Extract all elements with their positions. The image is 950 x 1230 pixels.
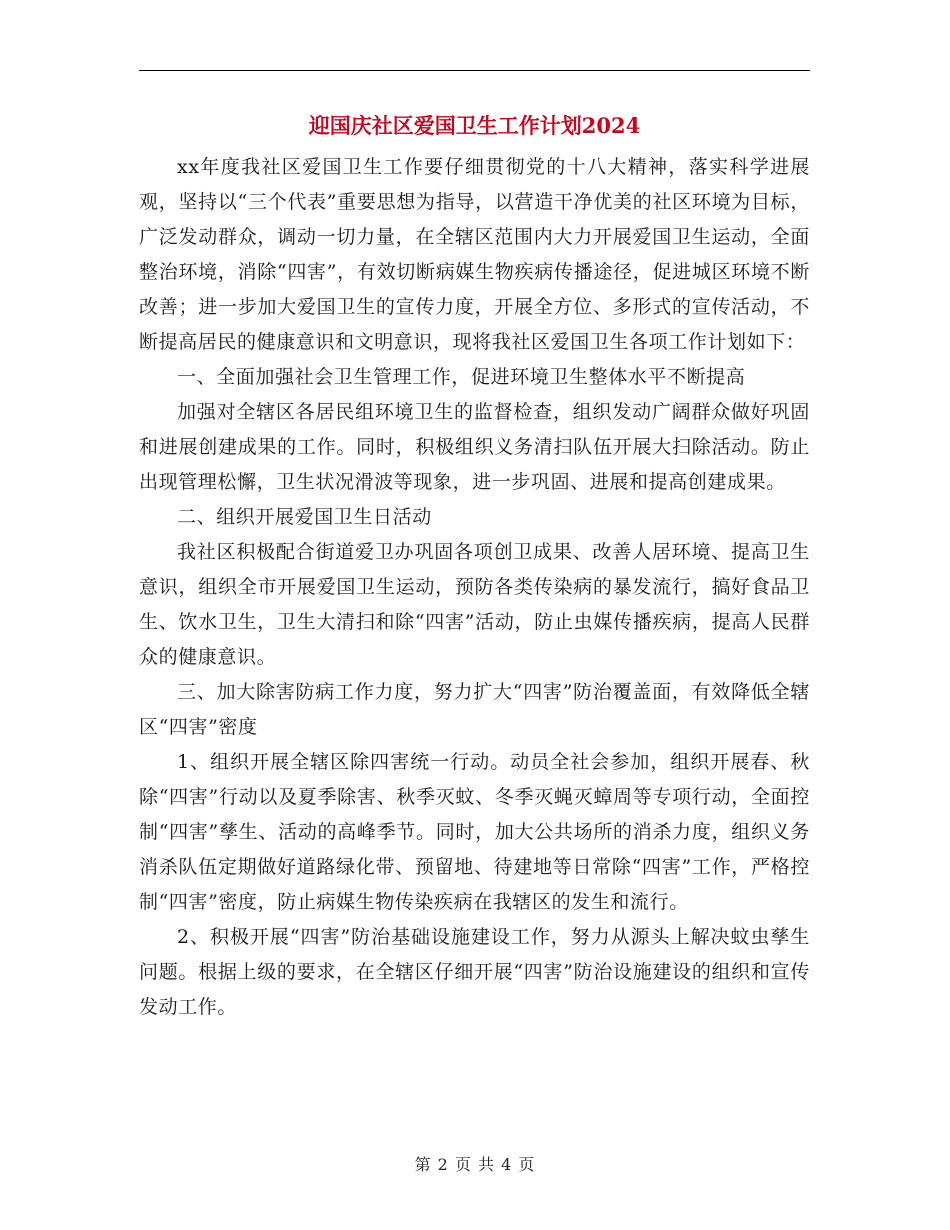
heading-section-2: 二、组织开展爱国卫生日活动 <box>177 506 432 528</box>
paragraph-section-2: 我社区积极配合街道爱卫办巩固各项创卫成果、改善人居环境、提高卫生意识，组织全市开展爱国卫生运动，预防各类传染病的暴发流行，搞好食品卫生、饮水卫生，卫生大清扫和除“四害”活动，防止虫媒传播疾病，提高人民群众的健康意识。 <box>139 541 810 668</box>
heading-section-1: 一、全面加强社会卫生管理工作，促进环境卫生整体水平不断提高 <box>177 366 746 388</box>
paragraph-section-1: 加强对全辖区各居民组环境卫生的监督检查，组织发动广阔群众做好巩固和进展创建成果的工作。同时，积极组织义务清扫队伍开展大扫除活动。防止出现管理松懈，卫生状况滑波等现象，进一步巩固、进展和提高创建成果。 <box>139 401 810 493</box>
heading-section-3: 三、加大除害防病工作力度，努力扩大“四害”防治覆盖面，有效降低全辖区“四害”密度 <box>139 681 810 738</box>
paragraph-item-2: 2、积极开展“四害”防治基础设施建设工作，努力从源头上解决蚊虫孳生问题。根据上级的要求，在全辖区仔细开展“四害”防治设施建设的组织和宣传发动工作。 <box>139 926 810 1018</box>
paragraph-intro: xx年度我社区爱国卫生工作要仔细贯彻党的十八大精神，落实科学进展观，坚持以“三个代表”重要思想为指导，以营造干净优美的社区环境为目标，广泛发动群众，调动一切力量，在全辖区范围内大力开展爱国卫生运动，全面整治环境，消除“四害”，有效切断病媒生物疾病传播途径，促进城区环境不断改善；进一步加大爱国卫生的宣传力度，开展全方位、多形式的宣传活动，不断提高居民的健康意识和文明意识，现将我社区爱国卫生各项工作计划如下： <box>139 156 810 353</box>
page-number: 第 2 页 共 4 页 <box>414 1155 536 1174</box>
document-body <box>139 150 810 1025</box>
header-rule <box>139 70 810 71</box>
document-title: 迎国庆社区爱国卫生工作计划2024 <box>308 113 641 138</box>
paragraph-item-1: 1、组织开展全辖区除四害统一行动。动员全社会参加，组织开展春、秋除“四害”行动以及夏季除害、秋季灭蚊、冬季灭蝇灭蟑周等专项行动，全面控制“四害”孳生、活动的高峰季节。同时，加大公共场所的消杀力度，组织义务消杀队伍定期做好道路绿化带、预留地、待建地等日常除“四害”工作，严格控制“四害”密度，防止病媒生物传染疾病在我辖区的发生和流行。 <box>139 751 810 913</box>
